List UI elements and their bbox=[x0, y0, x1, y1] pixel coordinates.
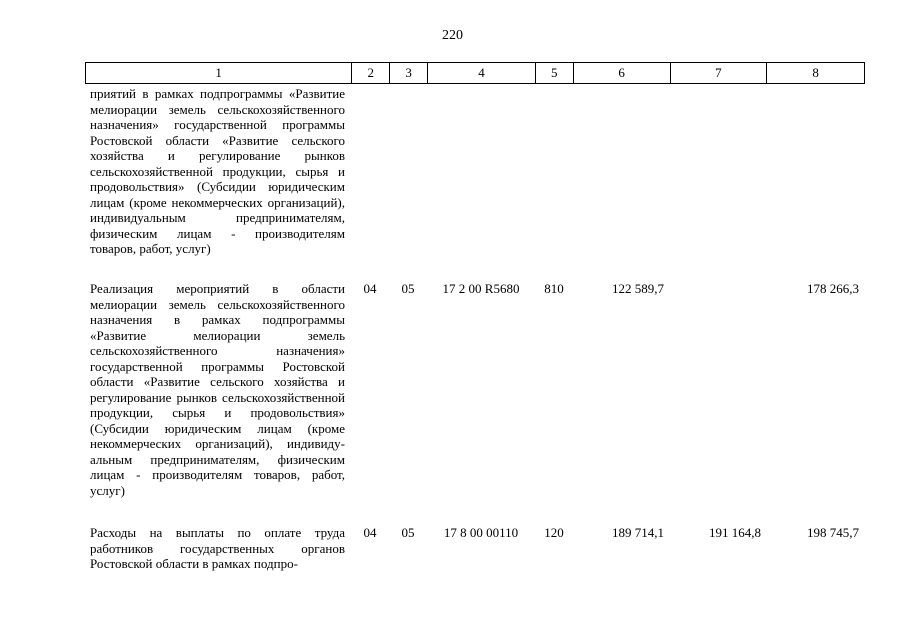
row-target-code: 17 8 00 00110 bbox=[443, 525, 519, 540]
row-subsection: 05 bbox=[401, 281, 415, 296]
row-section bbox=[351, 86, 389, 257]
row-amount-year-2 bbox=[670, 86, 767, 257]
row-amount-year-1: 122 589,7 bbox=[612, 281, 664, 296]
column-header-6: 6 bbox=[573, 63, 670, 83]
table-row bbox=[85, 525, 865, 572]
row-amount-year-3: 198 745,7 bbox=[807, 525, 859, 540]
column-header-4: 4 bbox=[427, 63, 535, 83]
row-section: 04 bbox=[363, 281, 377, 296]
table-row bbox=[85, 281, 865, 498]
row-subsection: 05 bbox=[401, 525, 415, 540]
row-amount-year-2 bbox=[670, 281, 767, 498]
column-header-5: 5 bbox=[535, 63, 573, 83]
column-header-8: 8 bbox=[766, 63, 864, 83]
page-number: 220 bbox=[442, 28, 463, 43]
row-description: Расходы на выплаты по оплате труда работников государственных органов Ростовской области в рамках подпро- bbox=[90, 525, 345, 571]
table-row bbox=[85, 86, 865, 257]
column-header-2: 2 bbox=[351, 63, 389, 83]
row-description: Реализация мероприятий в области мелиорации земель сельскохозяйственного назначения в рамках подпрограммы «Развитие мелиорации земель сельскохозяйственного назначения» государственной программы Ростовской области «Развитие сельского хозяйства и регулирование рынков сельскохозяйственной продукции, сырья и продовольствия» (Субсидии юридическим лицам (кроме некоммерческих организаций), индивидуальным предпринимателям, физическим лицам - производителям товаров, работ, услуг) bbox=[90, 281, 345, 498]
row-subsection bbox=[389, 86, 427, 257]
row-amount-year-2: 191 164,8 bbox=[709, 525, 761, 540]
row-amount-year-3 bbox=[767, 86, 865, 257]
row-amount-year-3: 178 266,3 bbox=[807, 281, 859, 296]
row-expense-type bbox=[535, 86, 573, 257]
row-expense-type: 810 bbox=[544, 281, 564, 296]
row-expense-type: 120 bbox=[544, 525, 564, 540]
column-header-1: 1 bbox=[215, 65, 222, 80]
column-header-7: 7 bbox=[670, 63, 767, 83]
column-header-3: 3 bbox=[389, 63, 427, 83]
row-section: 04 bbox=[363, 525, 377, 540]
row-amount-year-1 bbox=[573, 86, 670, 257]
row-amount-year-1: 189 714,1 bbox=[612, 525, 664, 540]
row-target-code: 17 2 00 R5680 bbox=[442, 281, 520, 296]
table-header bbox=[85, 62, 865, 84]
row-description: приятий в рамках подпрограммы «Развитие мелиорации земель сельскохозяйственного назначения» государственной программы Ростовской области «Развитие сельского хозяйства и регулирование рынков сельскохозяйственной продукции, сырья и продовольствия» (Субсидии юридическим лицам (кроме некоммерческих организаций), индивидуальным предпринимателям, физическим лицам - производителям товаров, работ, услуг) bbox=[90, 86, 345, 256]
row-target-code bbox=[427, 86, 535, 257]
